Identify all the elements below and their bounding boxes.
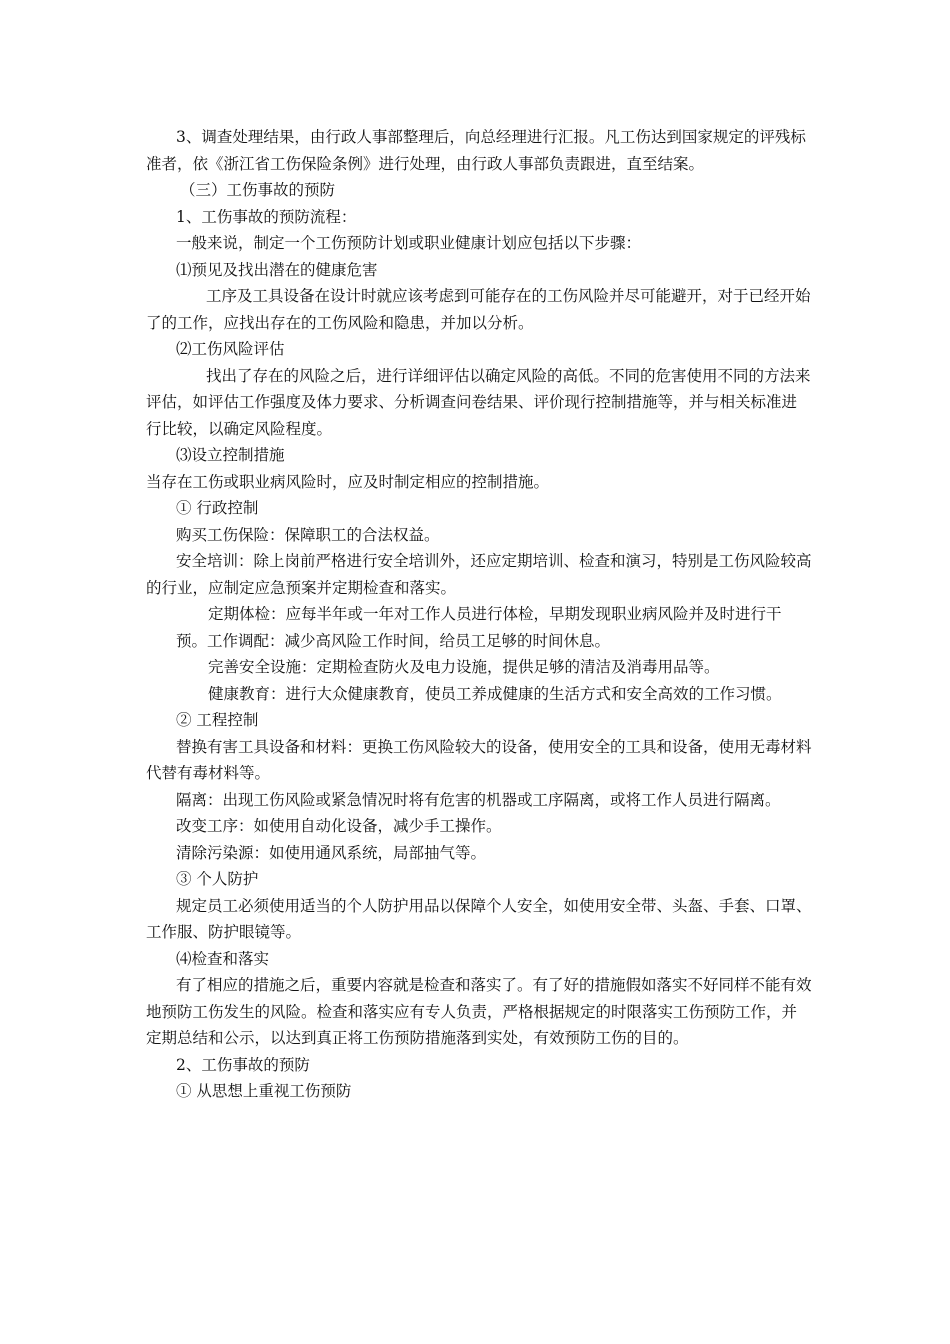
personal-protection-body: 规定员工必须使用适当的个人防护用品以保障个人安全，如使用安全带、头盔、手套、口罩、工作服、防护眼镜等。 (146, 896, 812, 941)
admin-insurance: 购买工伤保险：保障职工的合法权益。 (176, 525, 440, 544)
step-4-body: 有了相应的措施之后，重要内容就是检查和落实了。有了好的措施假如落实不好同样不能有效地预防工伤发生的风险。检查和落实应有专人负责，严格根据规定的时限落实工伤预防工作，并定期总结和公示，以达到真正将工伤预防措施落到实处，有效预防工伤的目的。 (146, 976, 812, 1047)
paragraph-steps-intro: 一般来说，制定一个工伤预防计划或职业健康计划应包括以下步骤： (176, 234, 642, 252)
admin-control-heading: ① 行政控制 (176, 499, 259, 517)
subheading-prevention-process: 1、工伤事故的预防流程： (176, 207, 357, 226)
admin-health-education: 健康教育：进行大众健康教育，使员工养成健康的生活方式和安全高效的工作习惯。 (208, 684, 782, 703)
engineering-replace: 替换有害工具设备和材料：更换工伤风险较大的设备，使用安全的工具和设备，使用无毒材料代替有毒材料等。 (146, 737, 812, 782)
step-1-body: 工序及工具设备在设计时就应该考虑到可能存在的工伤风险并尽可能避开，对于已经开始了的工作，应找出存在的工伤风险和隐患，并加以分析。 (146, 287, 811, 332)
step-2-body: 找出了存在的风险之后，进行详细评估以确定风险的高低。不同的危害使用不同的方法来评估，如评估工作强度及体力要求、分析调查问卷结果、评价现行控制措施等，并与相关标准进行比较，以确定风险程度。 (146, 366, 811, 438)
step-2-heading: ⑵工伤风险评估 (176, 340, 285, 358)
admin-checkup: 定期体检：应每半年或一年对工作人员进行体检，早期发现职业病风险并及时进行干预。工作调配：减少高风险工作时间，给员工足够的时间休息。 (176, 605, 782, 650)
engineering-pollution: 清除污染源：如使用通风系统，局部抽气等。 (176, 843, 487, 862)
step-3-heading: ⑶设立控制措施 (176, 446, 285, 464)
document-body (146, 124, 812, 1105)
admin-facilities: 完善安全设施：定期检查防火及电力设施，提供足够的清洁及消毒用品等。 (208, 658, 720, 676)
section-heading-prevention: （三）工伤事故的预防 (180, 181, 336, 199)
admin-training: 安全培训：除上岗前严格进行安全培训外，还应定期培训、检查和演习，特别是工伤风险较高的行业，应制定应急预案并定期检查和落实。 (146, 552, 812, 597)
engineering-process-change: 改变工序：如使用自动化设备，减少手工操作。 (176, 817, 502, 835)
personal-protection-heading: ③ 个人防护 (176, 870, 259, 888)
engineering-isolation: 隔离：出现工伤风险或紧急情况时将有危害的机器或工序隔离，或将工作人员进行隔离。 (176, 790, 781, 809)
step-4-heading: ⑷检查和落实 (176, 949, 270, 968)
step-1-heading: ⑴预见及找出潜在的健康危害 (176, 260, 378, 279)
item-ideology: ① 从思想上重视工伤预防 (176, 1082, 352, 1100)
step-3-body: 当存在工伤或职业病风险时，应及时制定相应的控制措施。 (146, 472, 550, 491)
subheading-accident-prevention: 2、工伤事故的预防 (176, 1055, 310, 1074)
engineering-control-heading: ② 工程控制 (176, 711, 259, 729)
paragraph-result-handling: 3、调查处理结果，由行政人事部整理后，向总经理进行汇报。凡工伤达到国家规定的评残标准者，依《浙江省工伤保险条例》进行处理，由行政人事部负责跟进，直至结案。 (146, 128, 806, 173)
